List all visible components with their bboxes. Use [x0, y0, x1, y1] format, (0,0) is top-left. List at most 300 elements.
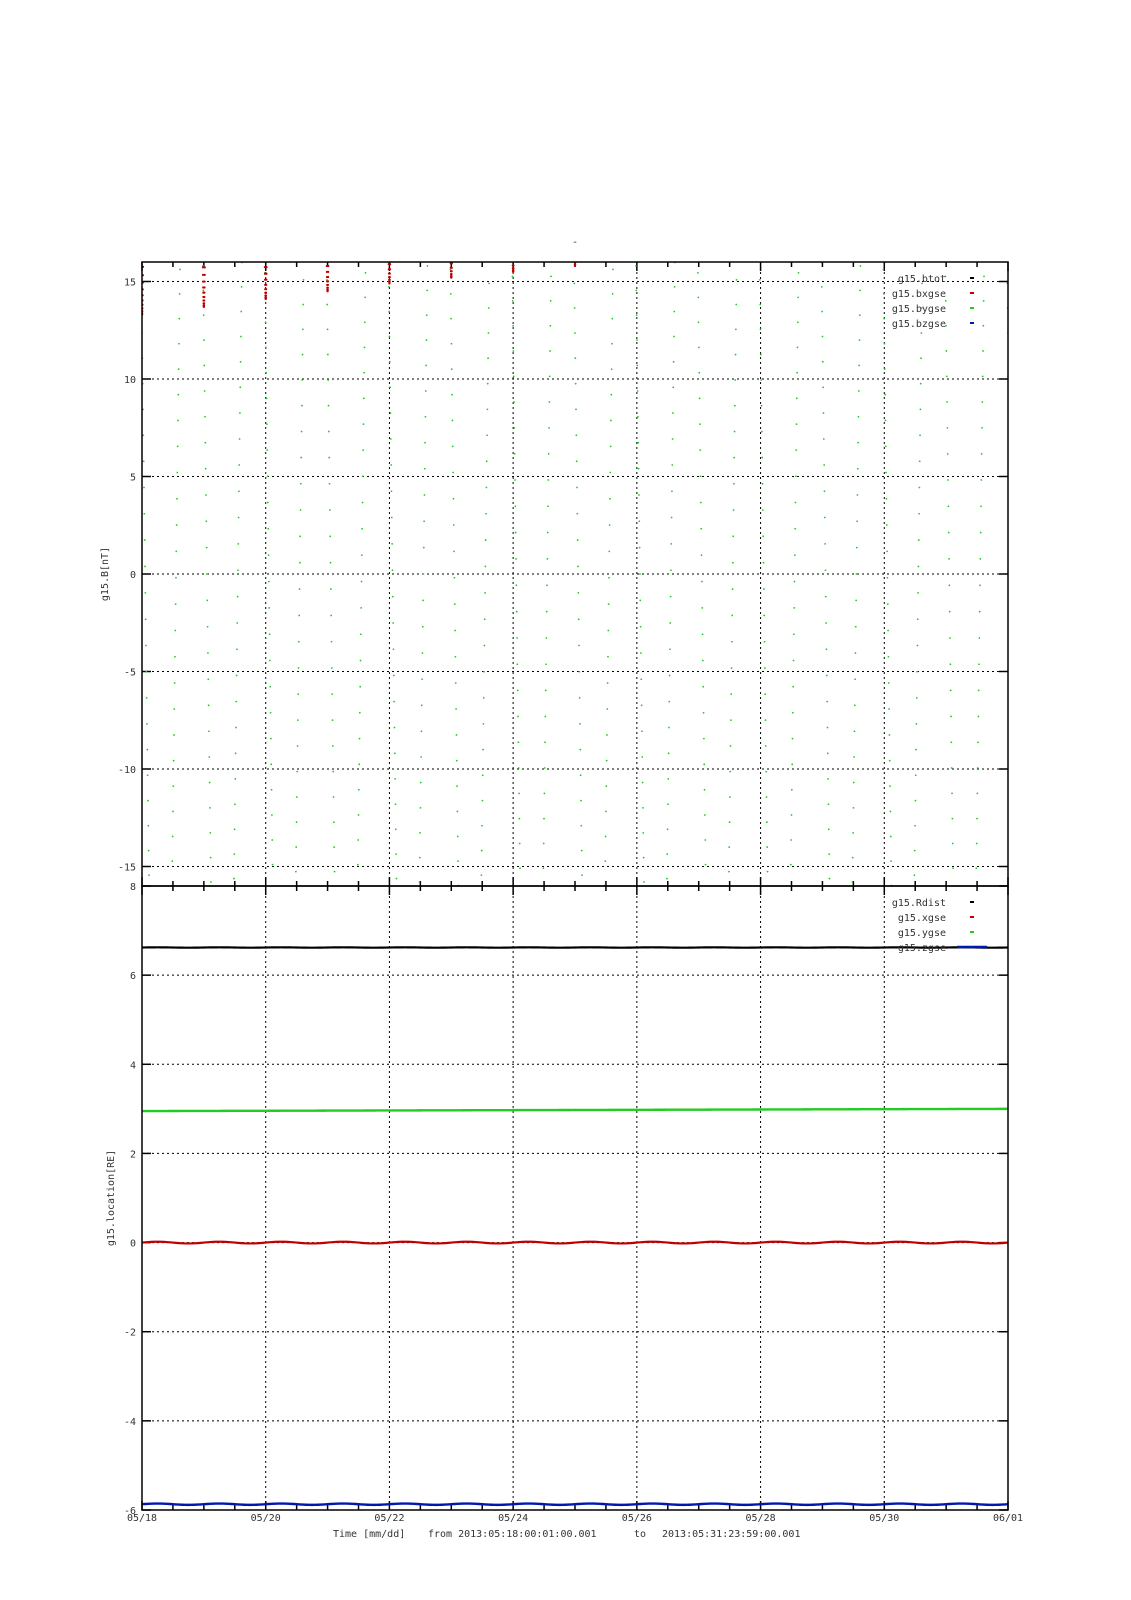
data-point-bygse: [731, 615, 733, 617]
data-point-bygse: [672, 386, 674, 388]
data-point-bygse: [798, 272, 800, 274]
data-point-bygse: [980, 479, 982, 481]
data-point-bygse: [945, 350, 947, 352]
data-point-bygse: [299, 535, 301, 537]
data-point-bxgse: [450, 275, 452, 277]
data-point-bygse: [456, 734, 458, 736]
data-point-bygse: [329, 535, 331, 537]
data-point-bygse: [301, 405, 303, 407]
data-point-bygse: [486, 434, 488, 436]
data-point-bygse: [269, 633, 271, 635]
data-point-bygse: [856, 520, 858, 522]
data-point-bygse: [858, 416, 860, 418]
data-point-bygse: [577, 566, 579, 568]
data-point-bygse: [239, 438, 241, 440]
data-point-bygse: [419, 857, 421, 859]
data-point-bygse: [454, 603, 456, 605]
data-point-bygse: [575, 434, 577, 436]
data-point-bygse: [236, 648, 238, 650]
data-point-bygse: [266, 423, 268, 425]
data-point-bygse: [454, 577, 456, 579]
data-point-bygse: [173, 760, 175, 762]
data-point-bygse: [764, 641, 766, 643]
data-point-bygse: [762, 535, 764, 537]
data-point-bygse: [360, 660, 362, 662]
data-point-bygse: [581, 850, 583, 852]
data-point-bygse: [177, 445, 179, 447]
data-point-bygse: [795, 449, 797, 451]
data-point-bygse: [765, 719, 767, 721]
data-point-bygse: [670, 596, 672, 598]
data-point-bygse: [208, 730, 210, 732]
data-point-bygse: [331, 667, 333, 669]
data-point-bygse: [767, 871, 769, 873]
data-point-bygse: [667, 778, 669, 780]
data-point-bxgse: [389, 263, 391, 265]
data-point-bxgse: [451, 270, 453, 272]
data-point-bygse: [453, 550, 455, 552]
data-point-bygse: [426, 289, 428, 291]
data-point-bxgse: [265, 279, 267, 281]
data-point-bygse: [978, 690, 980, 692]
data-point-bygse: [423, 547, 425, 549]
data-point-bygse: [643, 881, 645, 883]
data-point-bygse: [671, 490, 673, 492]
data-point-bygse: [636, 314, 638, 316]
data-point-bygse: [203, 365, 205, 367]
data-point-bygse: [699, 423, 701, 425]
data-point-bygse: [608, 603, 610, 605]
data-point-bygse: [299, 588, 301, 590]
data-point-bygse: [852, 881, 854, 883]
legend-label-zgse: g15.zgse: [897, 943, 946, 954]
data-point-bygse: [297, 745, 299, 747]
data-point-bygse: [423, 573, 425, 575]
data-point-bygse: [730, 719, 732, 721]
data-point-bygse: [488, 282, 490, 284]
data-point-bygse: [859, 314, 861, 316]
data-point-bygse: [177, 420, 179, 422]
data-point-bygse: [700, 502, 702, 504]
data-point-bxgse: [327, 271, 329, 273]
data-point-bygse: [914, 850, 916, 852]
data-point-bygse: [364, 321, 366, 323]
data-point-bygse: [829, 878, 831, 880]
data-point-bygse: [640, 626, 642, 628]
data-point-bygse: [914, 825, 916, 827]
data-point-bygse: [976, 793, 978, 795]
data-point-bygse: [513, 427, 515, 429]
data-point-bygse: [698, 321, 700, 323]
data-point-bygse: [171, 860, 173, 862]
data-point-bygse: [143, 487, 145, 489]
data-point-bygse: [549, 325, 551, 327]
data-point-bygse: [981, 453, 983, 455]
data-point-bygse: [178, 318, 180, 320]
data-point-bygse: [393, 648, 395, 650]
data-point-bygse: [791, 789, 793, 791]
data-point-bygse: [234, 778, 236, 780]
data-point-bygse: [179, 269, 181, 271]
data-point-bygse: [915, 800, 917, 802]
y-tick-label: -15: [117, 862, 136, 874]
data-point-bygse: [580, 774, 582, 776]
data-point-bygse: [419, 832, 421, 834]
data-point-bygse: [889, 760, 891, 762]
data-point-bygse: [637, 442, 639, 444]
data-point-bygse: [265, 372, 267, 374]
data-point-bygse: [240, 336, 242, 338]
data-point-bygse: [363, 372, 365, 374]
data-point-bygse: [390, 412, 392, 414]
data-point-bygse: [455, 656, 457, 658]
data-point-bxgse: [389, 268, 391, 270]
data-point-bygse: [886, 498, 888, 500]
data-point-bygse: [486, 487, 488, 489]
data-point-bygse: [607, 630, 609, 632]
data-point-bygse: [427, 265, 429, 267]
data-point-bygse: [821, 311, 823, 313]
data-point-bygse: [669, 648, 671, 650]
data-point-bygse: [574, 357, 576, 359]
data-point-bygse: [612, 269, 614, 271]
data-point-bygse: [236, 622, 238, 624]
data-point-bygse: [422, 599, 424, 601]
data-point-bygse: [388, 286, 390, 288]
data-point-bygse: [394, 752, 396, 754]
data-point-bygse: [947, 453, 949, 455]
data-point-bygse: [487, 383, 489, 385]
data-point-bygse: [914, 874, 916, 876]
data-point-bygse: [549, 375, 551, 377]
data-point-bygse: [701, 581, 703, 583]
data-point-bygse: [330, 588, 332, 590]
data-point-bygse: [419, 881, 421, 883]
data-point-bygse: [238, 490, 240, 492]
data-point-bygse: [824, 543, 826, 545]
data-point-bygse: [886, 550, 888, 552]
y-tick-label: -2: [123, 1327, 136, 1339]
data-point-bygse: [918, 566, 920, 568]
data-point-bygse: [890, 811, 892, 813]
data-point-bygse: [946, 401, 948, 403]
data-point-bxgse: [204, 266, 206, 268]
data-point-bygse: [326, 304, 328, 306]
data-point-bygse: [512, 325, 514, 327]
data-point-bygse: [792, 738, 794, 740]
data-point-bygse: [979, 611, 981, 613]
data-point-bygse: [240, 311, 242, 313]
data-point-bygse: [299, 562, 301, 564]
x-axis-title-part-1: Time [mm/dd]: [333, 1529, 406, 1540]
data-point-bygse: [763, 615, 765, 617]
data-point-bygse: [175, 577, 177, 579]
data-point-bygse: [579, 697, 581, 699]
data-point-bygse: [179, 293, 181, 295]
data-point-bygse: [826, 675, 828, 677]
data-point-bxgse: [203, 292, 205, 294]
data-point-bygse: [608, 577, 610, 579]
data-point-bygse: [889, 734, 891, 736]
data-point-bygse: [734, 379, 736, 381]
data-point-bygse: [488, 307, 490, 309]
data-point-bygse: [983, 300, 985, 302]
data-point-bygse: [545, 637, 547, 639]
data-point-bygse: [731, 641, 733, 643]
data-point-bygse: [204, 416, 206, 418]
x-tick-label: 05/28: [745, 1513, 776, 1524]
data-point-bygse: [950, 741, 952, 743]
data-point-bygse: [146, 723, 148, 725]
data-point-bygse: [889, 785, 891, 787]
data-point-bygse: [611, 318, 613, 320]
data-point-bygse: [548, 401, 550, 403]
data-point-bygse: [296, 771, 298, 773]
data-point-bxgse: [451, 267, 453, 269]
data-point-bygse: [487, 357, 489, 359]
y-tick-label: -4: [123, 1416, 136, 1428]
data-point-bygse: [235, 752, 237, 754]
data-point-bygse: [270, 738, 272, 740]
data-point-bygse: [302, 328, 304, 330]
data-point-bygse: [420, 807, 422, 809]
x-tick-label: 06/01: [992, 1513, 1024, 1524]
data-point-bygse: [300, 483, 302, 485]
data-point-bygse: [859, 289, 861, 291]
data-point-bygse: [949, 663, 951, 665]
data-point-bygse: [854, 678, 856, 680]
data-point-bygse: [514, 505, 516, 507]
data-point-bygse: [949, 637, 951, 639]
data-point-bygse: [951, 767, 953, 769]
y-tick-label: -5: [123, 667, 136, 679]
data-point-bygse: [949, 611, 951, 613]
data-point-bygse: [977, 716, 979, 718]
data-point-bygse: [673, 336, 675, 338]
data-point-bygse: [697, 297, 699, 299]
data-point-bygse: [456, 760, 458, 762]
data-point-bygse: [298, 615, 300, 617]
data-point-bygse: [674, 286, 676, 288]
data-point-bygse: [794, 581, 796, 583]
data-point-bygse: [609, 524, 611, 526]
data-point-bygse: [547, 479, 549, 481]
data-point-bygse: [172, 811, 174, 813]
data-point-bygse: [672, 412, 674, 414]
y-tick-label: 6: [129, 971, 136, 983]
data-point-bygse: [207, 678, 209, 680]
data-point-bygse: [451, 394, 453, 396]
data-point-bygse: [828, 853, 830, 855]
data-point-bygse: [174, 630, 176, 632]
data-point-bygse: [234, 828, 236, 830]
data-point-bygse: [517, 741, 519, 743]
data-point-bxgse: [265, 296, 267, 298]
data-point-bygse: [424, 442, 426, 444]
data-point-bygse: [517, 690, 519, 692]
data-point-bygse: [357, 839, 359, 841]
data-point-bygse: [578, 645, 580, 647]
data-point-bxgse: [203, 280, 205, 282]
data-point-bxgse: [203, 299, 205, 301]
data-point-bygse: [203, 339, 205, 341]
legend-label-bygse: g15.bygse: [891, 304, 946, 315]
data-point-bygse: [483, 697, 485, 699]
data-point-bygse: [855, 599, 857, 601]
data-point-bygse: [635, 265, 637, 267]
data-point-bygse: [794, 554, 796, 556]
data-point-bygse: [512, 350, 514, 352]
data-point-bygse: [451, 368, 453, 370]
data-point-bygse: [205, 520, 207, 522]
data-point-bygse: [265, 346, 267, 348]
data-point-bygse: [361, 554, 363, 556]
data-point-bygse: [857, 442, 859, 444]
data-point-bygse: [975, 867, 977, 869]
data-point-bygse: [296, 821, 298, 823]
data-point-bygse: [580, 825, 582, 827]
data-point-bygse: [576, 460, 578, 462]
data-point-bygse: [332, 771, 334, 773]
data-point-bygse: [826, 648, 828, 650]
data-point-bygse: [485, 566, 487, 568]
data-point-bxgse: [327, 284, 329, 286]
data-point-bygse: [482, 749, 484, 751]
data-point-bygse: [638, 494, 640, 496]
data-point-bxgse: [265, 284, 267, 286]
data-point-bygse: [860, 265, 862, 267]
data-point-bygse: [519, 867, 521, 869]
data-point-bygse: [426, 314, 428, 316]
x-axis-title-part-3: to: [634, 1529, 647, 1540]
data-point-bygse: [698, 346, 700, 348]
data-point-bygse: [639, 573, 641, 575]
data-point-bxgse: [389, 276, 391, 278]
data-point-bygse: [270, 763, 272, 765]
data-point-bygse: [952, 843, 954, 845]
data-point-bygse: [667, 828, 669, 830]
data-point-bygse: [453, 524, 455, 526]
data-point-bygse: [858, 365, 860, 367]
data-point-bygse: [637, 390, 639, 392]
data-point-bygse: [545, 690, 547, 692]
data-point-bygse: [920, 408, 922, 410]
data-point-bygse: [302, 304, 304, 306]
data-point-bygse: [546, 611, 548, 613]
data-point-bygse: [637, 416, 639, 418]
data-point-bygse: [827, 727, 829, 729]
data-point-bygse: [268, 581, 270, 583]
data-point-bygse: [272, 864, 274, 866]
data-point-bygse: [642, 832, 644, 834]
data-point-bygse: [270, 712, 272, 714]
data-point-bygse: [578, 671, 580, 673]
data-point-bygse: [703, 763, 705, 765]
data-point-bygse: [329, 509, 331, 511]
data-point-bygse: [176, 524, 178, 526]
data-point-bygse: [857, 494, 859, 496]
data-point-bygse: [643, 857, 645, 859]
data-point-bygse: [484, 592, 486, 594]
data-point-bygse: [329, 483, 331, 485]
data-point-bygse: [824, 517, 826, 519]
data-point-bygse: [765, 771, 767, 773]
data-point-bygse: [977, 741, 979, 743]
data-point-bygse: [854, 730, 856, 732]
data-point-bygse: [577, 592, 579, 594]
legend-label-btot: g15.btot: [897, 274, 946, 285]
data-point-bygse: [481, 825, 483, 827]
data-point-bygse: [635, 289, 637, 291]
data-point-bygse: [821, 286, 823, 288]
data-point-bygse: [358, 814, 360, 816]
data-point-bygse: [668, 727, 670, 729]
data-point-bygse: [797, 346, 799, 348]
data-point-bygse: [982, 350, 984, 352]
data-point-bxgse: [512, 264, 514, 266]
data-point-bygse: [790, 839, 792, 841]
data-point-bygse: [885, 420, 887, 422]
data-point-bygse: [854, 704, 856, 706]
data-point-bygse: [422, 626, 424, 628]
data-point-bxgse: [203, 304, 205, 306]
data-point-bygse: [175, 550, 177, 552]
data-point-bygse: [241, 286, 243, 288]
y-tick-label: 4: [129, 1060, 136, 1072]
data-point-bygse: [148, 874, 150, 876]
data-point-bygse: [207, 626, 209, 628]
data-point-bygse: [729, 796, 731, 798]
data-point-bygse: [265, 321, 267, 323]
data-point-bygse: [452, 420, 454, 422]
data-point-bygse: [484, 618, 486, 620]
data-point-bygse: [334, 871, 336, 873]
data-point-bygse: [145, 671, 147, 673]
data-point-bygse: [980, 505, 982, 507]
data-point-bygse: [516, 637, 518, 639]
data-point-bygse: [733, 483, 735, 485]
data-point-bygse: [328, 457, 330, 459]
data-point-bygse: [512, 300, 514, 302]
data-point-bygse: [611, 368, 613, 370]
page-title: -: [571, 237, 579, 248]
legend-label-ygse: g15.ygse: [897, 928, 946, 939]
data-point-bygse: [856, 573, 858, 575]
data-point-bygse: [824, 490, 826, 492]
data-point-bygse: [173, 734, 175, 736]
data-point-bygse: [641, 730, 643, 732]
data-point-bxgse: [327, 280, 329, 282]
data-point-bygse: [979, 584, 981, 586]
data-point-bygse: [951, 793, 953, 795]
data-point-bygse: [951, 818, 953, 820]
data-point-bygse: [332, 745, 334, 747]
data-point-bygse: [762, 483, 764, 485]
data-point-bygse: [796, 423, 798, 425]
data-point-bygse: [795, 502, 797, 504]
data-point-bygse: [425, 416, 427, 418]
data-point-bygse: [481, 874, 483, 876]
data-point-bygse: [883, 293, 885, 295]
data-point-bygse: [608, 550, 610, 552]
data-point-bygse: [858, 390, 860, 392]
data-point-bygse: [174, 656, 176, 658]
data-point-bygse: [917, 618, 919, 620]
data-point-bygse: [453, 498, 455, 500]
data-point-bygse: [363, 397, 365, 399]
data-point-bygse: [358, 789, 360, 791]
data-point-bygse: [978, 637, 980, 639]
